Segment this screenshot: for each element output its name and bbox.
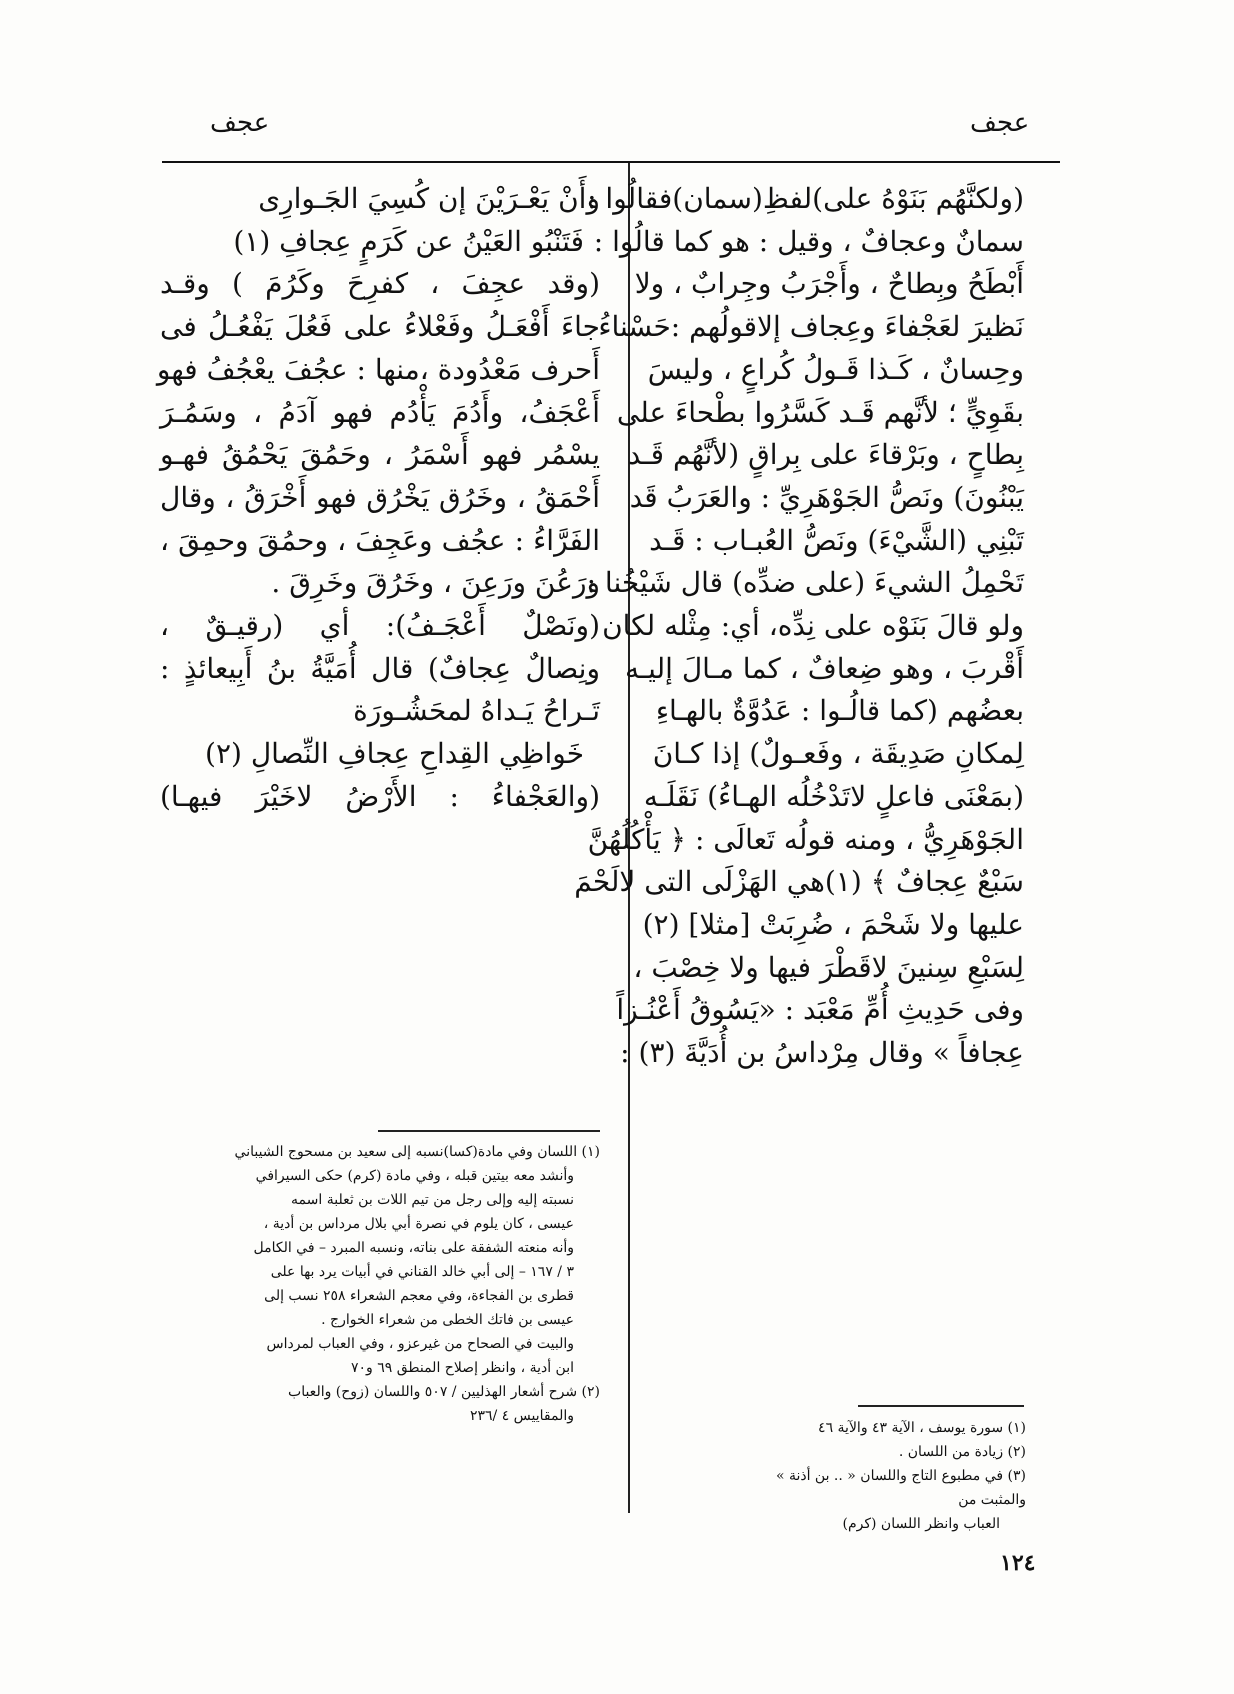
- text-line: أَبْطَحُ وبِطاحٌ ، وأَجْرَبُ وجِرابٌ ، ولا: [634, 267, 1024, 301]
- verse-line: وأَنْ يَعْـرَيْنَ إن كُسِيَ الجَـوارِى: [258, 182, 600, 215]
- text-line: نَظيرَ لعَجْفاءَ وعِجاف إلاقولُهم :حَسْناءُ: [598, 310, 1024, 344]
- text-line: لِمكانِ صَدِيقَة ، وفَعـولٌ) إذا كـانَ: [652, 737, 1024, 771]
- running-head-left: عجف: [210, 108, 270, 138]
- text-line: عِجافاً » وقال مِرْداسُ بن أُدَيَّةَ (٣) :: [620, 1036, 1024, 1070]
- footnote-line: (٢) شرح أشعار الهذليين / ٥٠٧ واللسان (زوح) والعباب: [288, 1384, 600, 1400]
- running-head-right: عجف: [970, 108, 1030, 138]
- footnote-line: العباب وانظر اللسان (كرم): [842, 1516, 1000, 1532]
- footnote-line: (١) سورة يوسف ، الآية ٤٣ والآية ٤٦: [818, 1420, 1026, 1436]
- text-line: أَقْربَ ، وهو ضِعافٌ ، كما مـالَ إليـه: [624, 651, 1024, 685]
- text-line: بقَوِيٍّ ؛ لأنَّهم قَـد كَسَّرُوا بطْحاءَ على: [616, 395, 1024, 429]
- footnote-line: ابن أدية ، وانظر إصلاح المنطق ٦٩ و٧٠: [350, 1360, 574, 1376]
- footnote-line: (٣) في مطبوع التاج واللسان « .. بن أذنة » والمثبت من: [775, 1468, 1026, 1508]
- text-line: الفَرَّاءُ : عجُف وعَجِفَ ، وحمُقَ وحمِقَ ،: [160, 523, 600, 557]
- text-line: ورَعُنَ ورَعِنَ ، وخَرُقَ وخَرِقَ .: [271, 566, 600, 600]
- text-line: أَعْجَفُ، وأَدُمَ يَأْدُم فهو آدَمُ ، وسَمُـرَ: [160, 395, 600, 429]
- footnotes-left: [150, 1140, 600, 1428]
- footnote-line: قطرى بن الفجاءة، وفي معجم الشعراء ٢٥٨ نسب إلى: [264, 1288, 574, 1304]
- text-line: وحِسانٌ ، كَـذا قَـولُ كُراعٍ ، وليسَ: [647, 352, 1024, 386]
- right-column: [574, 178, 1024, 1075]
- text-line: (بمَعْنَى فاعلٍ لاتَدْخُلُه الهـاءُ) نَقَلَـه: [643, 779, 1024, 813]
- text-line: لِسَبْعِ سِنينَ لاقَطْرَ فيها ولا خِصْبَ ،: [633, 950, 1024, 984]
- text-line: ونِصالٌ عِجافٌ) قال أُمَيَّةُ بنُ أَبِيعائذٍ :: [160, 651, 600, 685]
- text-line: (والعَجْفاءُ : الأَرْضُ لاخَيْرَ فيهـا): [160, 779, 600, 813]
- text-line: (ولكنَّهُم بَنَوْهُ على)لفظِ(سمان)فقالُوا :: [587, 182, 1024, 215]
- text-line: (ونَصْلٌ أَعْجَـفُ): أي (رقيـقٌ ،: [160, 609, 600, 643]
- page-number: ١٢٤: [1000, 1550, 1036, 1576]
- text-line: بِطاحٍ ، وبَرْقاءَ على بِراقٍ (لأنَّهُم قَـد: [627, 438, 1024, 472]
- footnote-line: ٣ / ١٦٧ – إلى أبي خالد القناني في أبيات يرد بها على: [270, 1264, 574, 1280]
- text-line: الجَوْهَرِيُّ ، ومنه قولُه تَعالَى : ﴿ يَأْكُلُهُنَّ: [587, 822, 1024, 856]
- footnotes-right: [740, 1416, 1026, 1536]
- text-line: جاءَ أَفْعَـلُ وفَعْلاءُ على فَعُلَ يَفْعُـلُ فى: [160, 310, 600, 344]
- text-line: عليها ولا شَحْمَ ، ضُرِبَتْ [مثلا] (٢): [642, 907, 1024, 941]
- left-column: [156, 178, 600, 819]
- text-line: (وقد عجِفَ ، كفرِحَ وكَرُمَ ) وقـد: [160, 267, 600, 301]
- text-line: يسْمُر فهو أَسْمَرُ ، وحَمُقَ يَحْمُقُ فهـو: [160, 438, 600, 472]
- text-line: تَحْمِلُ الشيءَ (على ضدِّه) قال شَيْخُنا :: [586, 566, 1024, 600]
- text-line: ولو قالَ بَنَوْه على نِدِّه، أي: مِثْله لكان: [602, 609, 1024, 643]
- header-rule: [162, 161, 1060, 163]
- text-line: وفى حَدِيثِ أُمِّ مَعْبَد : «يَسُوقُ أَعْنُـزاً: [616, 993, 1024, 1027]
- verse-line: خَواظِي القِداحِ عِجافِ النِّصالِ (٢): [205, 737, 584, 771]
- footnote-line: عيسى ، كان يلوم في نصرة أبي بلال مرداس بن أدية ،: [263, 1216, 574, 1232]
- text-line: تَبْنِي (الشَّيْءَ) ونَصُّ العُبـاب : قَـد: [649, 523, 1024, 557]
- text-line: سمانٌ وعجافٌ ، وقيل : هو كما قالُوا :: [593, 224, 1024, 258]
- text-line: بعضُهم (كما قالُـوا : عَدُوَّةٌ بالهـاءِ: [655, 694, 1024, 728]
- footnote-line: والبيت في الصحاح من غيرعزو ، وفي العباب لمرداس: [266, 1336, 574, 1352]
- footnote-line: نسبته إليه وإلى رجل من تيم اللات بن ثعلبة اسمه: [291, 1192, 574, 1208]
- text-line: سَبْعٌ عِجافٌ ﴾ (١)هي الهَزْلَى التى لالَحْمَ: [574, 865, 1024, 899]
- text-line: أَحرف مَعْدُودة ،منها : عجُفَ يعْجُفُ فهو: [156, 352, 600, 386]
- footnote-line: عيسى بن فاتك الخطى من شعراء الخوارج .: [321, 1312, 574, 1328]
- footnote-line: والمقاييس ٤ /٢٣٦: [469, 1408, 574, 1424]
- footnote-rule-left: [378, 1130, 600, 1132]
- verse-line: تَـراحُ يَـداهُ لمحَشُـورَة: [353, 694, 600, 728]
- footnote-line: (١) اللسان وفي مادة(كسا)نسبه إلى سعيد بن مسحوج الشيباني: [234, 1144, 600, 1160]
- text-line: يَبْنُونَ) ونَصُّ الجَوْهَرِيِّ : والعَرَبُ قَد: [629, 480, 1024, 514]
- footnote-rule-right: [858, 1405, 1024, 1407]
- text-line: أَحْمَقُ ، وخَرُق يَخْرُق فهو أَخْرَقُ ، وقال: [160, 480, 600, 514]
- footnote-line: (٢) زيادة من اللسان .: [898, 1444, 1026, 1460]
- footnote-line: وأنه منعته الشفقة على بناته، ونسبه المبرد – في الكامل: [253, 1240, 574, 1256]
- verse-line: فَتَنْبُو العَيْنُ عن كَرَمٍ عِجافِ (١): [233, 224, 584, 258]
- footnote-line: وأنشد معه بيتين قبله ، وفي مادة (كرم) حكى السيرافي: [255, 1168, 574, 1184]
